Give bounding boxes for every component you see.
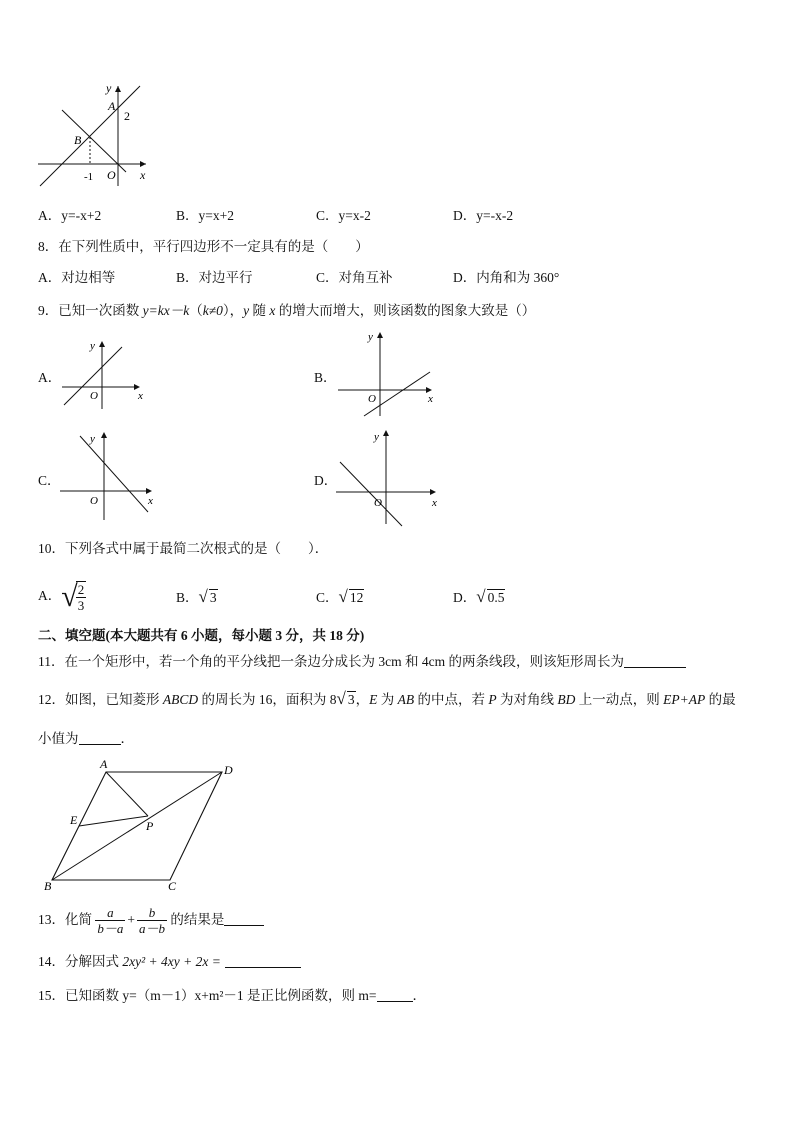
- q9-stem-pre: 9．已知一次函数: [38, 303, 143, 318]
- q9-graph-d: [334, 426, 444, 528]
- q7-label-o: O: [107, 168, 116, 182]
- q9-option-b-label: B．: [314, 370, 337, 385]
- q8-option-a: A．对边相等: [38, 270, 116, 285]
- svg-text:y: y: [90, 340, 95, 352]
- q8-option-d: D．内角和为 360°: [453, 270, 560, 285]
- q10-option-a: A．√ $\frac{2}{3}$: [38, 579, 85, 613]
- svg-text:x: x: [148, 495, 153, 507]
- q11-stem: 11．在一个矩形中，若一个角的平分线把一条边分成长为 3cm 和 4cm 的两条线段，则该矩形周长为: [38, 653, 686, 671]
- q7-option-c: C．y=x-2: [316, 208, 371, 223]
- q12-label-d: D: [224, 763, 233, 777]
- q9-var-x: x: [269, 303, 276, 318]
- svg-text:O: O: [374, 497, 382, 509]
- q12-label-p: P: [146, 819, 154, 833]
- q7-option-d: D．y=-x-2: [453, 208, 514, 223]
- q9-graph-a: [58, 337, 148, 413]
- q8-stem: 8．在下列性质中，平行四边形不一定具有的是（ ）: [38, 239, 369, 254]
- svg-text:y: y: [374, 431, 379, 443]
- q10-option-c: C．√ 12: [316, 587, 364, 606]
- q12-answer-blank[interactable]: [79, 730, 121, 745]
- q15-stem: 15．已知函数 y=（m－1）x+m²－1 是正比例函数，则 m= ．: [38, 988, 427, 1003]
- q9-option-d-label: D．: [314, 473, 338, 488]
- q7-y-arrow: [115, 86, 121, 92]
- q7-label-y: y: [106, 81, 112, 95]
- svg-text:y: y: [368, 331, 373, 343]
- q15-answer-blank[interactable]: [377, 987, 413, 1002]
- q9-cond-post: ），: [222, 303, 244, 318]
- q9-graph-d-line: [340, 462, 402, 526]
- q10-option-b: B．√ 3: [176, 587, 217, 606]
- q9-stem-post: 的增大而增大，则该函数的图象大致是（）: [275, 303, 536, 318]
- q7-option-a: A．y=-x+2: [38, 208, 102, 223]
- q7-label-b: B: [74, 133, 82, 147]
- svg-text:O: O: [90, 390, 98, 402]
- q8-option-c: C．对角互补: [316, 270, 393, 285]
- section2-title: 二、填空题(本大题共有 6 小题，每小题 3 分，共 18 分): [38, 628, 365, 643]
- q12-stem-line2: 小值为 ．: [38, 731, 134, 746]
- svg-text:O: O: [368, 393, 376, 405]
- q9-option-a-label: A．: [38, 370, 62, 385]
- q9-stem-mid: 随: [249, 303, 270, 318]
- q7-x-arrow: [140, 161, 146, 167]
- q12-label-b: B: [44, 879, 52, 893]
- q9-condition: k≠0: [202, 303, 223, 318]
- q9-option-c-label: C．: [38, 473, 61, 488]
- q12-segment-ep: [79, 816, 148, 826]
- q9-graph-c: [58, 428, 158, 524]
- q12-rhombus-figure: [38, 758, 248, 894]
- q7-label-neg1: -1: [84, 171, 94, 183]
- q10-a-fraction: $\frac{2}{3}$: [77, 581, 85, 613]
- q9-cond-pre: （: [189, 303, 203, 318]
- q7-label-2: 2: [124, 109, 130, 123]
- q7-option-b: B．y=x+2: [176, 208, 234, 223]
- q7-line-bo: [62, 110, 126, 172]
- q13-fraction-1: $\frac{a}{b-a}$: [97, 905, 124, 937]
- svg-text:O: O: [90, 495, 98, 507]
- q12-segment-ap: [106, 772, 148, 816]
- q7-graph-figure: [34, 80, 154, 190]
- svg-text:y: y: [90, 433, 95, 445]
- q9-var-y: y: [243, 303, 250, 318]
- q9-graph-b: [334, 328, 438, 418]
- q14-answer-blank[interactable]: [225, 953, 301, 968]
- q14-stem: 14．分解因式 2xy² + 4xy + 2x =: [38, 953, 301, 971]
- svg-text:x: x: [432, 497, 437, 509]
- q13-answer-blank[interactable]: [224, 911, 264, 926]
- q13-stem: 13．化简 $\frac{a}{b-a}$ + $\frac{b}{a-b}$ 的结果是: [38, 900, 264, 940]
- q12-label-c: C: [168, 879, 177, 893]
- q10-option-d: D．√ 0.5: [453, 587, 505, 606]
- q9-stem: [38, 302, 535, 320]
- q10-stem: 10．下列各式中属于最简二次根式的是（ ）．: [38, 541, 329, 556]
- q7-label-x: x: [140, 168, 146, 182]
- q9-function: y=kx－k: [142, 303, 190, 318]
- q8-option-b: B．对边平行: [176, 270, 253, 285]
- svg-text:x: x: [138, 390, 143, 402]
- q11-answer-blank[interactable]: [624, 653, 686, 668]
- q12-stem-line1: 12．如图，已知菱形 ABCD 的周长为 16，面积为 8√ 3，E 为 AB 的中点，若 P 为对角线 BD 上一动点，则 EP+AP 的最: [38, 689, 736, 708]
- svg-text:x: x: [428, 393, 433, 405]
- q7-label-a: A: [108, 99, 116, 113]
- q12-label-e: E: [70, 813, 78, 827]
- q13-fraction-2: $\frac{b}{a-b}$: [139, 905, 166, 937]
- q12-label-a: A: [100, 758, 108, 771]
